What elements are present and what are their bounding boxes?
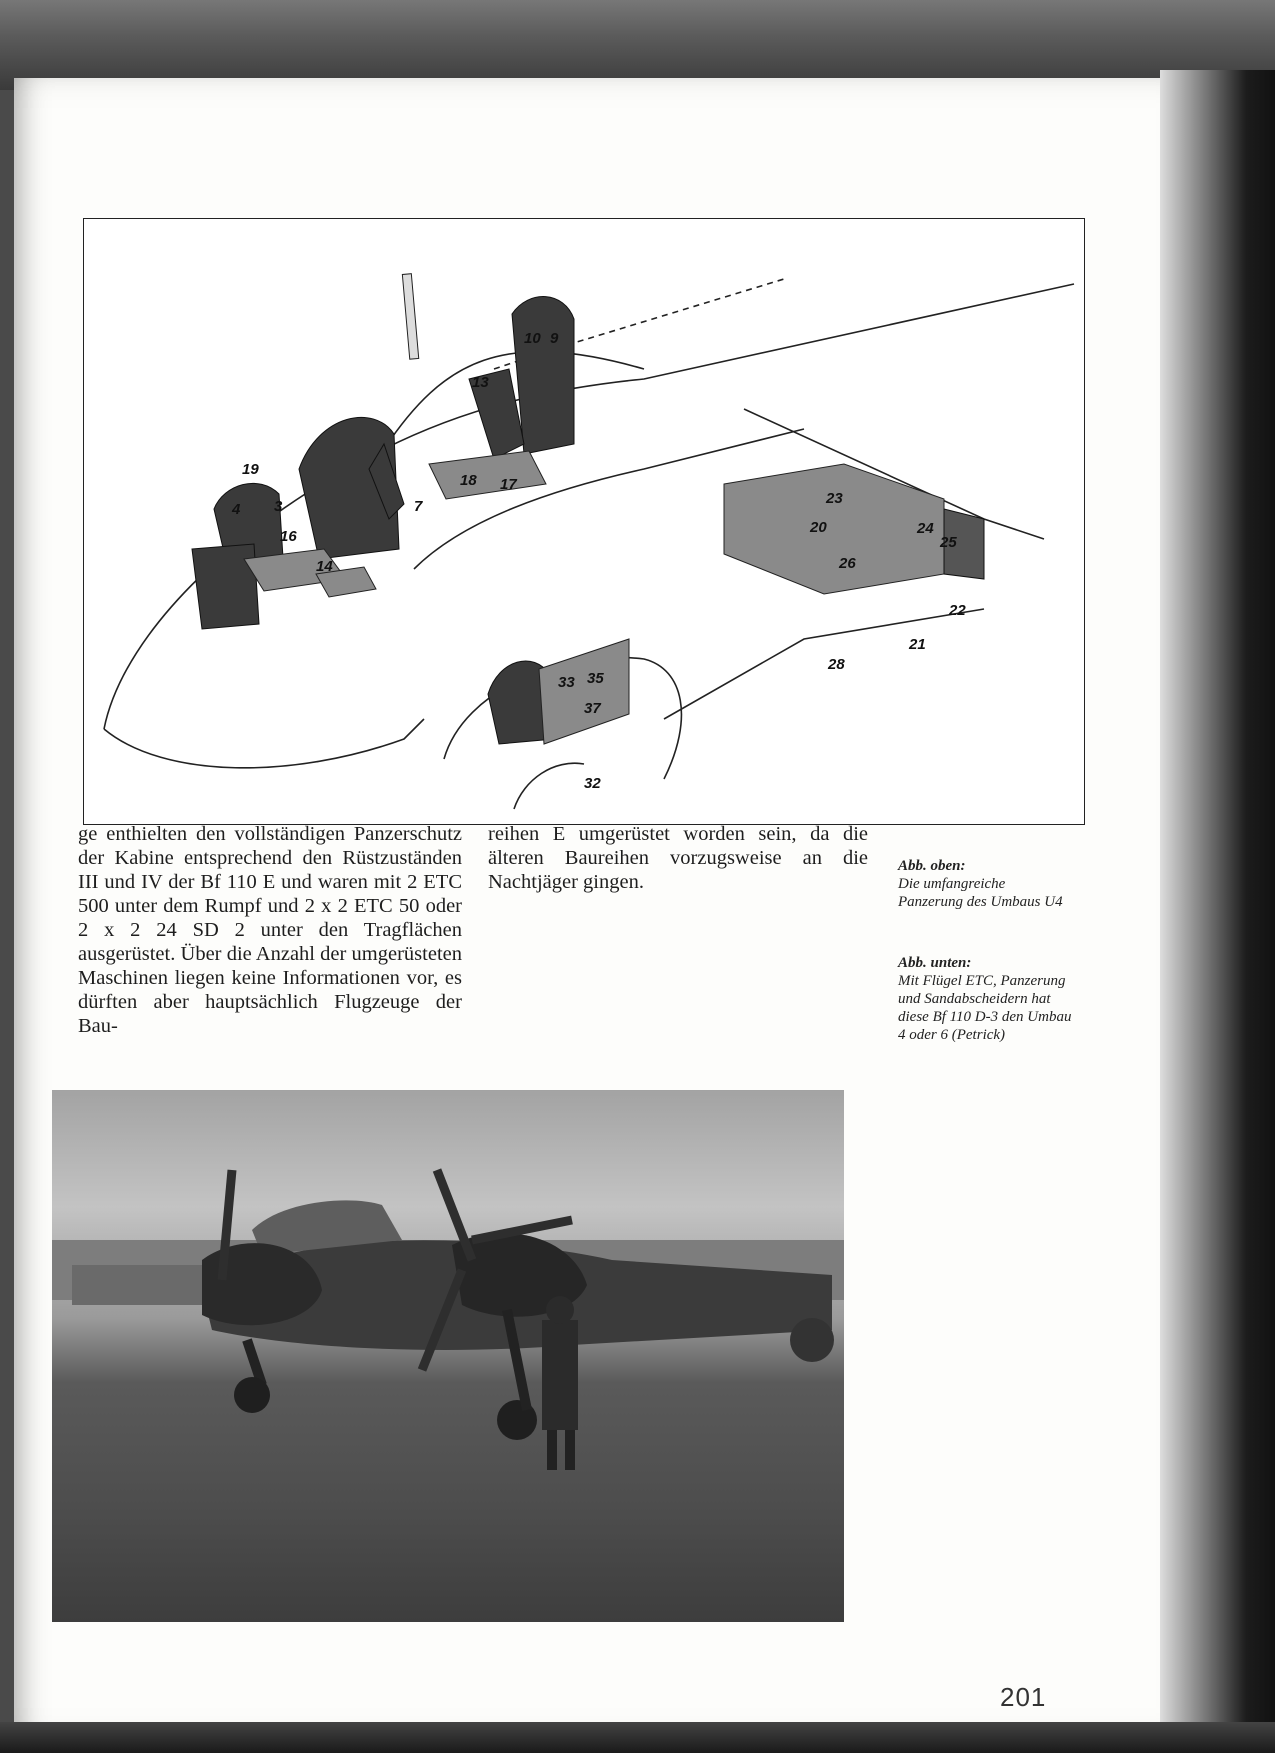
callout: 3 bbox=[274, 498, 283, 515]
callout: 17 bbox=[500, 476, 517, 493]
callout: 37 bbox=[584, 700, 601, 717]
caption-bottom bbox=[898, 954, 1074, 1044]
bf110-photo-rendition bbox=[52, 1090, 844, 1622]
book-spine-shadow bbox=[1160, 70, 1275, 1753]
callout: 35 bbox=[587, 670, 604, 687]
callout: 21 bbox=[909, 636, 926, 653]
armor-diagram bbox=[83, 218, 1085, 825]
callout: 18 bbox=[460, 472, 477, 489]
scan-background-bottom bbox=[0, 1722, 1275, 1753]
callout: 26 bbox=[839, 555, 856, 572]
callout: 4 bbox=[232, 501, 241, 518]
callout: 19 bbox=[242, 461, 259, 478]
callout: 20 bbox=[810, 519, 827, 536]
callout: 13 bbox=[472, 374, 489, 391]
callout: 25 bbox=[940, 534, 957, 551]
callout: 10 bbox=[524, 330, 541, 347]
callout: 9 bbox=[550, 330, 559, 347]
callout: 24 bbox=[917, 520, 934, 537]
caption-top bbox=[898, 857, 1074, 911]
callout: 32 bbox=[584, 775, 601, 792]
aircraft-photo bbox=[52, 1090, 844, 1622]
caption-bottom-text: Mit Flügel ETC, Panzerung und Sandabscheidern hat diese Bf 110 D-3 den Umbau 4 oder 6 (Petrick) bbox=[898, 973, 1072, 1043]
caption-top-text: Die umfangreiche Panzerung des Umbaus U4 bbox=[898, 876, 1063, 910]
scan-background-top bbox=[0, 0, 1275, 90]
callout: 28 bbox=[828, 656, 845, 673]
body-text-right-column: reihen E umgerüstet worden sein, da die älteren Baureihen vorzugsweise an die Nachtjäger gingen. bbox=[488, 823, 868, 893]
callout: 14 bbox=[316, 558, 333, 575]
callout: 7 bbox=[414, 498, 423, 515]
callout: 22 bbox=[949, 602, 966, 619]
callout: 23 bbox=[826, 490, 843, 507]
body-text-left-column: ge enthielten den vollständigen Panzerschutz der Kabine entsprechend den Rüstzuständen III und IV der Bf 110 E und waren mit 2 ETC 500 unter dem Rumpf und 2 x 2 ETC 50 oder 2 x 2 24 SD 2 unter den Tragflächen ausgerüstet. Über die Anzahl der umgerüsteten Maschinen liegen keine Informationen vor, es dürften aber hauptsächlich Flugzeuge der Bau- bbox=[78, 823, 462, 1037]
caption-bottom-heading: Abb. unten: bbox=[898, 955, 972, 971]
page-number: 201 bbox=[1000, 1682, 1047, 1712]
callout: 16 bbox=[280, 528, 297, 545]
callout: 33 bbox=[558, 674, 575, 691]
aircraft-armor-drawing bbox=[84, 219, 1084, 824]
caption-top-heading: Abb. oben: bbox=[898, 858, 966, 874]
